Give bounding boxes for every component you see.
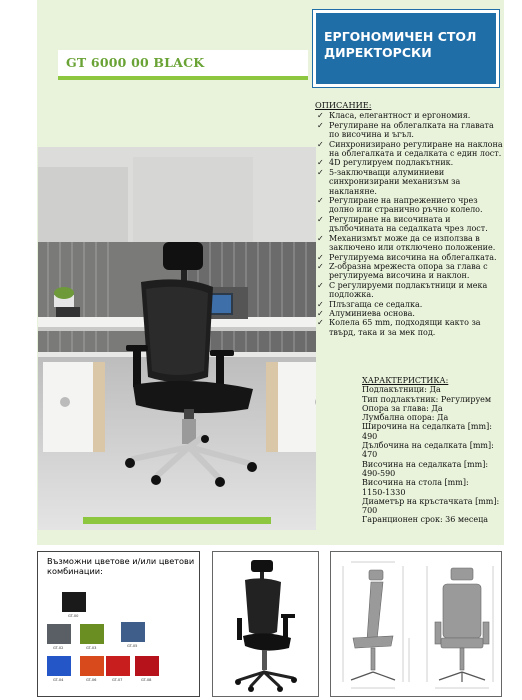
color-swatch bbox=[80, 656, 104, 676]
swatch-label: GT-02 bbox=[53, 646, 64, 650]
check-icon: ✓ bbox=[317, 111, 324, 121]
list-item: ✓ Регулиране на височината и дълбочината на седалката чрез лост. bbox=[317, 214, 488, 234]
color-swatch bbox=[47, 656, 71, 676]
spec-line: 1150-1330 bbox=[362, 487, 406, 497]
list-item: ✓ Плъзгаща се седалка. bbox=[317, 299, 423, 309]
photo-accent-underline bbox=[83, 517, 271, 524]
product-photo bbox=[38, 147, 316, 530]
list-item: ✓ С регулируеми подлакътници и мека подложка. bbox=[317, 280, 488, 300]
color-options-panel bbox=[37, 551, 200, 697]
list-item: ✓ Алуминиева основа. bbox=[317, 308, 415, 318]
description-heading: ОПИСАНИЕ: bbox=[315, 100, 372, 110]
spec-line: Подлакътници: Да bbox=[362, 385, 441, 395]
spec-line: 700 bbox=[362, 506, 378, 516]
list-item: ✓ Регулиране на напрежението чрез долно или странично ръчно колело. bbox=[317, 196, 483, 215]
color-swatch bbox=[135, 656, 159, 676]
list-item: ✓ 4D регулируем подлакътник. bbox=[317, 158, 454, 168]
spec-line: Тип подлакътник: Регулируем bbox=[362, 394, 492, 404]
swatch-label: GT-05 bbox=[127, 644, 138, 648]
check-icon: ✓ bbox=[317, 252, 324, 262]
spec-line: Диаметър на кръстачката [mm]: bbox=[362, 496, 500, 506]
check-icon: ✓ bbox=[317, 233, 324, 243]
color-swatch bbox=[47, 624, 71, 644]
office-scene-image bbox=[38, 147, 316, 530]
color-swatch bbox=[121, 622, 145, 642]
specs-section bbox=[362, 376, 508, 525]
swatch-label: GT-04 bbox=[53, 678, 64, 682]
description-list bbox=[315, 111, 505, 337]
check-icon: ✓ bbox=[317, 167, 324, 177]
color-swatch bbox=[62, 592, 86, 612]
spec-line: Височина на стола [mm]: bbox=[362, 478, 469, 488]
list-item: ✓ Синхронизирано регулиране на наклона на облегалката и седалката с един лост. bbox=[317, 139, 503, 159]
swatch-label: GT-06 bbox=[86, 678, 97, 682]
swatch-label: GT-00 bbox=[68, 614, 79, 618]
spec-line: Широчина на седалката [mm]: bbox=[362, 422, 492, 432]
check-icon: ✓ bbox=[317, 120, 324, 130]
list-item: ✓ Механизмът може да се използва в заключено или отключено положение. bbox=[317, 233, 496, 253]
spec-line: 490-590 bbox=[362, 468, 396, 478]
list-item: ✓ Регулируема височина на облегалката. bbox=[317, 252, 497, 262]
technical-drawing-thumbnail bbox=[330, 551, 502, 697]
check-icon: ✓ bbox=[317, 280, 324, 290]
model-name: GT 6000 00 BLACK bbox=[66, 55, 205, 70]
list-item: ✓ Регулиране на облегалката на главата по височина и ъгъл. bbox=[317, 120, 494, 140]
swatch-label: GT-03 bbox=[86, 646, 97, 650]
check-icon: ✓ bbox=[317, 308, 324, 318]
check-icon: ✓ bbox=[317, 318, 324, 328]
list-item: ✓ Колела 65 mm, подходящи както за твърд, така и за мек под. bbox=[317, 318, 481, 337]
check-icon: ✓ bbox=[317, 214, 324, 224]
check-icon: ✓ bbox=[317, 261, 324, 271]
spec-line: Опора за глава: Да bbox=[362, 403, 443, 413]
check-icon: ✓ bbox=[317, 139, 324, 149]
spec-line: 490 bbox=[362, 431, 378, 441]
color-swatch bbox=[80, 624, 104, 644]
color-options-heading: Възможни цветове и/или цветови комбинации: bbox=[47, 556, 195, 576]
chair-thumbnail bbox=[212, 551, 319, 697]
spec-line: Гаранционен срок: 36 месеца bbox=[362, 515, 488, 525]
spec-line: 470 bbox=[362, 450, 378, 460]
color-swatch bbox=[106, 656, 130, 676]
dimension-drawing-image bbox=[331, 552, 501, 696]
list-item: ✓ Класа, елегантност и ергономия. bbox=[317, 111, 471, 121]
swatch-label: GT-07 bbox=[112, 678, 123, 682]
spec-line: Дълбочина на седалката [mm]: bbox=[362, 441, 494, 451]
model-label-bar bbox=[58, 50, 308, 80]
title-box bbox=[313, 10, 499, 87]
spec-line: Лумбална опора: Да bbox=[362, 413, 449, 423]
swatch-label: GT-08 bbox=[141, 678, 152, 682]
check-icon: ✓ bbox=[317, 158, 324, 168]
spec-line: Височина на седалката [mm]: bbox=[362, 459, 489, 469]
check-icon: ✓ bbox=[317, 299, 324, 309]
chair-photo-image bbox=[213, 552, 318, 696]
product-title: ЕРГОНОМИЧЕН СТОЛ ДИРЕКТОРСКИ bbox=[324, 29, 477, 60]
list-item: ✓ 5-заключващи алуминиеви синхронизирани механизъм за накланяне. bbox=[317, 167, 461, 196]
check-icon: ✓ bbox=[317, 196, 324, 206]
specs-heading: ХАРАКТЕРИСТИКА: bbox=[362, 376, 449, 385]
list-item: ✓ Z-образна мрежеста опора за глава с регулируема височина и наклон. bbox=[317, 261, 488, 281]
description-section bbox=[315, 101, 505, 337]
